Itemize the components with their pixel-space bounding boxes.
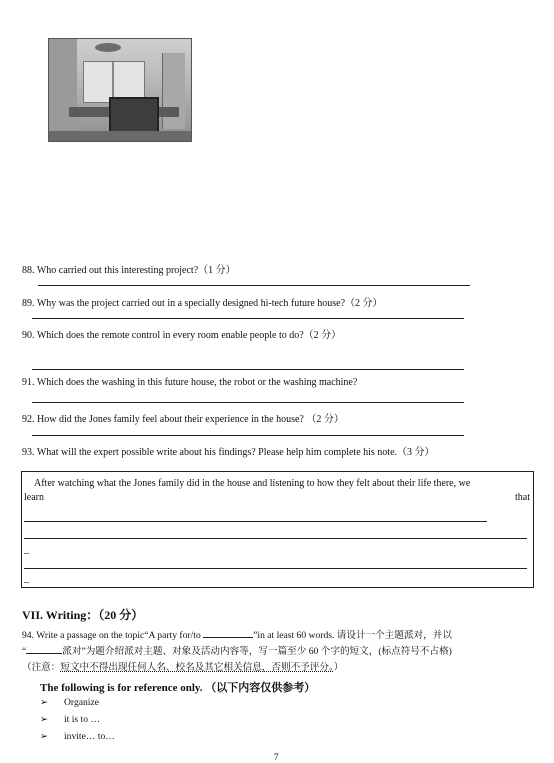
note-answer-line-3[interactable] xyxy=(24,568,527,569)
q94-quote-open: “ xyxy=(22,646,27,657)
note-box xyxy=(21,471,534,588)
answer-line-92[interactable] xyxy=(32,435,464,436)
question-91: 91. Which does the washing in this future house, the robot or the washing machine? xyxy=(22,377,358,388)
topic-blank[interactable] xyxy=(203,637,253,638)
q94-notice-close: ） xyxy=(333,662,344,673)
note-answer-line-2[interactable] xyxy=(24,538,527,539)
answer-line-91[interactable] xyxy=(32,402,464,403)
section-heading: VII. Writing：（20 分） xyxy=(22,608,144,622)
page-number: 7 xyxy=(274,752,279,762)
answer-line-89[interactable] xyxy=(32,318,464,319)
note-that: that xyxy=(515,492,530,503)
reference-heading: The following is for reference only. （以下内容仅供参考） xyxy=(40,682,316,694)
note-line-1: After watching what the Jones family did in the house and listening to how they felt about their life there, we xyxy=(34,478,471,489)
arrow-bullet-icon: ➢ xyxy=(40,731,49,742)
question-94-line-3 xyxy=(22,659,343,673)
bullet-item xyxy=(40,697,99,708)
room-photo xyxy=(48,38,192,142)
answer-line-90[interactable] xyxy=(32,369,464,370)
question-90: 90. Which does the remote control in every room enable people to do?（2 分） xyxy=(22,330,342,341)
note-dash-1: _ xyxy=(24,544,29,555)
bullet-item xyxy=(40,714,100,725)
note-answer-line-1[interactable] xyxy=(24,521,487,522)
note-learn: learn xyxy=(24,492,44,503)
bullet-text: Organize xyxy=(64,697,99,708)
arrow-bullet-icon: ➢ xyxy=(40,697,49,708)
answer-line-88[interactable] xyxy=(38,285,470,286)
bullet-item xyxy=(40,731,115,742)
q94-text-a: 94. Write a passage on the topic“A party for/to xyxy=(22,630,204,641)
q94-text-d: 派对”为题介绍派对主题、对象及活动内容等，写一篇至少 60 个字的短文，(标点符号不占格) xyxy=(62,646,452,657)
arrow-bullet-icon: ➢ xyxy=(40,714,49,725)
q94-notice-open: （注意： xyxy=(22,662,61,673)
question-92: 92. How did the Jones family feel about their experience in the house? （2 分） xyxy=(22,414,344,425)
q94-notice: 短文中不得出现任何人名、校名及其它相关信息，否则不予评分。 xyxy=(60,662,334,673)
question-94-line-2 xyxy=(22,643,452,657)
bullet-text: it is to … xyxy=(64,714,100,725)
question-93: 93. What will the expert possible write about his findings? Please help him complete his note.（3 分） xyxy=(22,447,435,458)
question-89: 89. Why was the project carried out in a specially designed hi-tech future house?（2 分） xyxy=(22,298,383,309)
q94-text-b: ”in at least 60 words. 请设计一个主题派对，并以 xyxy=(253,630,452,641)
question-88: 88. Who carried out this interesting project?（1 分） xyxy=(22,265,236,276)
party-name-blank[interactable] xyxy=(26,653,62,654)
note-dash-2: _ xyxy=(24,573,29,584)
question-94-line-1 xyxy=(22,627,452,641)
bullet-text: invite… to… xyxy=(64,731,115,742)
